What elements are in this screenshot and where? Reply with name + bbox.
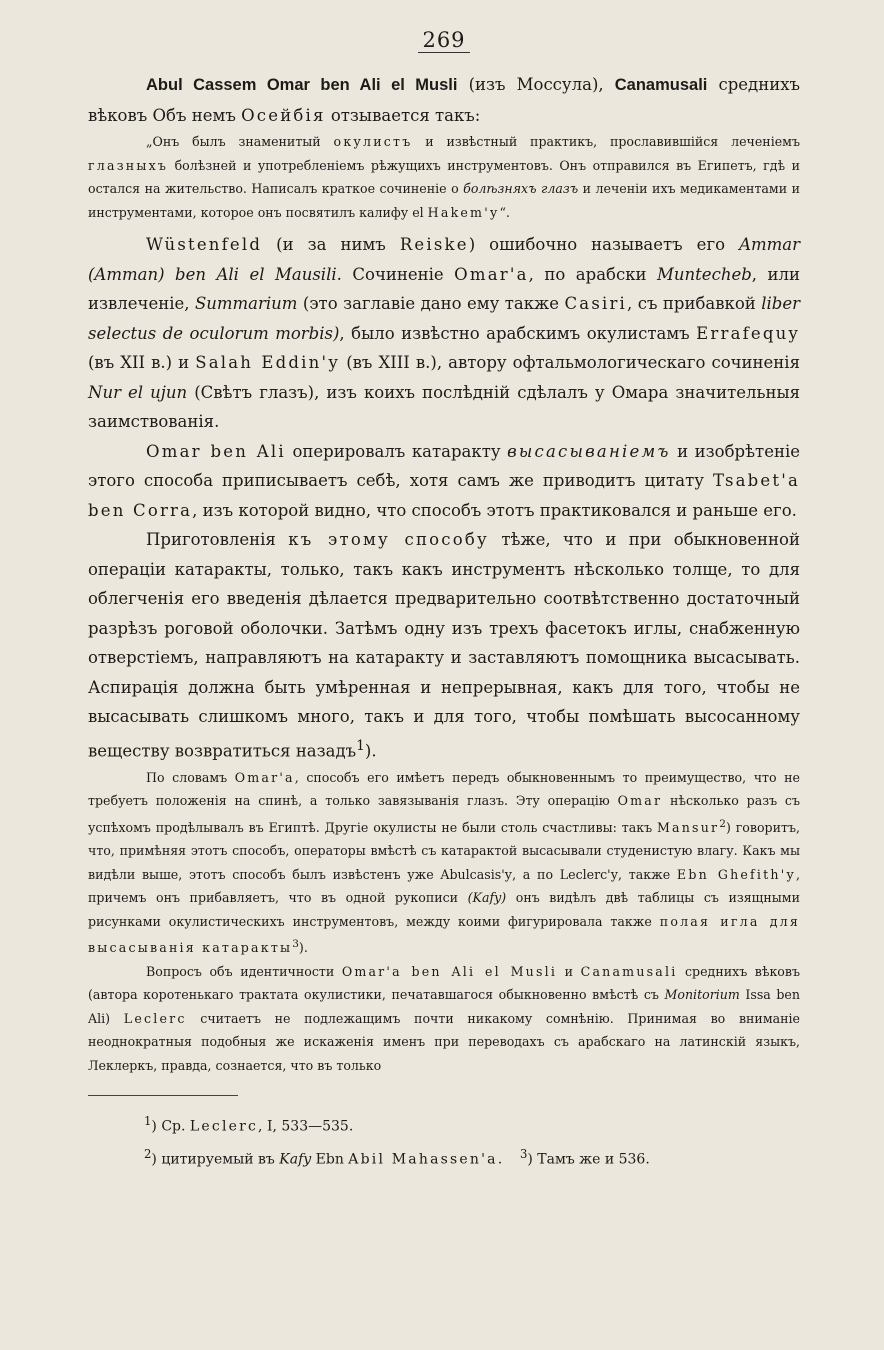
quotation: „Онъ былъ знаменитый окулистъ и извѣстный практикъ, прославившійся леченіемъ глазныхъ болѣзней и употребленіемъ рѣжущихъ инструментовъ. Онъ отправился въ Египетъ, гдѣ и остался на жительство. Написалъ краткое сочиненіе о болѣзняхъ глазъ и леченіи ихъ медикаментами и инструментами, которое онъ посвятилъ калифу el Hakem'у“.: [88, 134, 800, 220]
paragraph-wustenfeld: Wüstenfeld (и за нимъ Reiske) ошибочно называетъ его Ammar (Amman) ben Ali el Mausili. Сочиненіе Omar'a, по арабски Muntecheb, или извлеченіе, Summarium (это заглавіе дано ему также Casiri, съ прибавкой liber selectus de oculorum morbis), было извѣстно арабскимъ окулистамъ Errafequy (въ XII в.) и Salah Eddin'у (въ XIII в.), автору офтальмологическаго сочиненія Nur el ujun (Свѣтъ глазъ), изъ коихъ послѣдній сдѣлалъ у Омара значительныя заимствованія.: [88, 235, 800, 431]
paragraph-operation: Omar ben Ali оперировалъ катаракту высасываніемъ и изобрѣтеніе этого способа приписываетъ себѣ, хотя самъ же приводитъ цитату Tsabet'a ben Corra, изъ которой видно, что способъ этотъ практиковался и раньше его.: [88, 441, 800, 520]
page: [88, 28, 800, 1174]
paragraph-identity: Вопросъ объ идентичности Omar'a ben Ali el Musli и Canamusali среднихъ вѣковъ (автора коротенькаго трактата окулистики, печатавшагося обыкновенно вмѣстѣ съ Monitorium Issa ben Ali) Leclerc считаетъ не подлежащимъ почти никакому сомнѣнію. Принимая во вниманіе неоднократныя подобныя же искаженія именъ при переводахъ съ арабскаго на латинскій языкъ, Леклеркъ, правда, сознается, что въ только: [88, 963, 800, 1073]
footnote-1: $^1$) Ср. Leclerc, I, 533—535.: [144, 1114, 354, 1136]
footnote-rule: [88, 1095, 238, 1096]
paragraph-preparation: Приготовленія къ этому способу тѣже, что и при обыкновенной операціи катаракты, только, такъ какъ инструментъ нѣсколько толще, то для облегченія его введенія дѣлается предварительно соотвѣтственно достаточный разрѣзъ роговой оболочки. Затѣмъ одну изъ трехъ фасетокъ иглы, снабженную отверстіемъ, направляютъ на катаракту и заставляютъ помощника высасывать. Аспирація должна быть умѣренная и непрерывная, какъ для того, чтобы не высасывать слишкомъ много, такъ и для того, чтобы помѣшать высосанному веществу возвратиться назадъ$^1$).: [88, 530, 800, 760]
footnote-ref-1: 1: [356, 737, 365, 754]
footnote-ref-2: 2: [719, 817, 726, 830]
paragraph-intro: Abul Cassem Omar ben Ali el Musli (изъ Моссула), Canamusali среднихъ вѣковъ Объ немъ Осейбія отзывается такъ:: [88, 75, 801, 125]
oseybia-name: Осейбія: [241, 105, 326, 125]
paragraph-advantage: По словамъ Omar'a, способъ его имѣетъ передъ обыкновеннымъ то преимущество, что не требуетъ положенія на спинѣ, а только завязыванія глазъ. Эту операцію Omar нѣсколько разъ съ успѣхомъ продѣлывалъ въ Египтѣ. Другіе окулисты не были столь счастливы: такъ Mansur$^2$) говоритъ, что, примѣняя этотъ способъ, операторы вмѣстѣ съ катарактой высасывали студенистую влагу. Какъ мы видѣли выше, этотъ способъ былъ извѣстенъ уже Abulcasis'у, а по Leclerc'у, также Ebn Ghefith'у, причемъ онъ прибавляетъ, что въ одной рукописи (Kafy) онъ видѣлъ двѣ таблицы съ изящными рисунками окулистическихъ инструментовъ, между коими фигурировала также полая игла для высасыванія катаракты$^3$).: [88, 769, 801, 956]
page-number: 269: [88, 28, 800, 52]
footnote-2: $^2$) цитируемый въ Kafy Ebn Abil Mahassen'a. $^3$) Тамъ же и 536.: [144, 1147, 650, 1168]
footnote-ref-3: 3: [292, 938, 299, 951]
canamusali-name: Canamusali: [614, 76, 708, 94]
subject-heading: Abul Cassem Omar ben Ali el Musli: [146, 76, 458, 94]
